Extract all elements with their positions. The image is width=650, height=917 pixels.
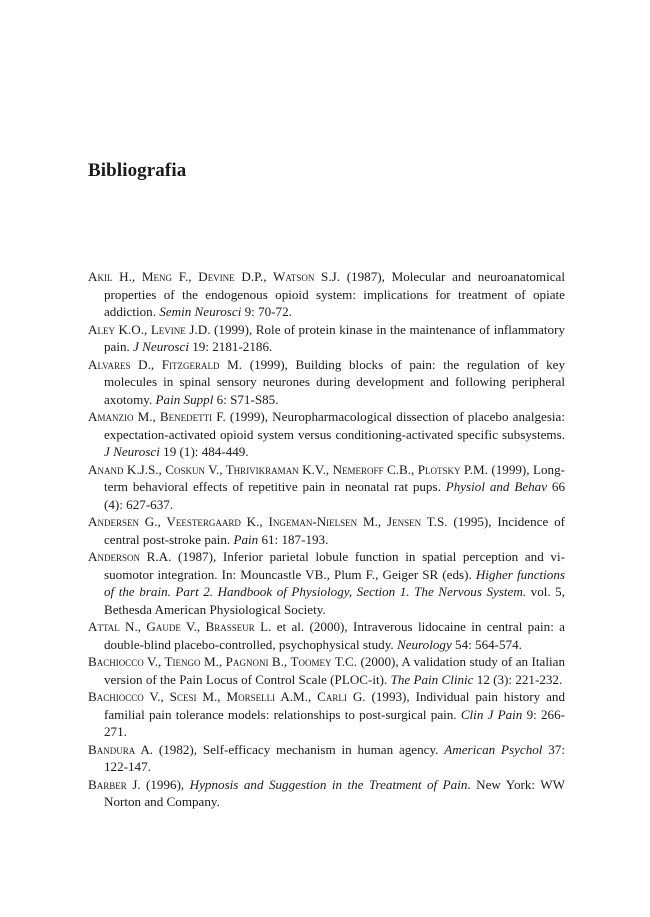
entry-citation: 9: 266-271.	[104, 706, 565, 739]
entry-citation: . New York: WW Norton and Company.	[104, 776, 565, 809]
entry-journal: Physiol and Behav	[445, 479, 548, 494]
entry-details: (1987), Inferior parietal lobule function in spatial perception and visuomotor integration. In: Mouncastle VB., Plum F., Geiger SR (eds).	[104, 549, 565, 582]
entry-journal: Pain Suppl	[155, 391, 214, 407]
entry-citation: 66 (4): 627-637.	[104, 479, 565, 512]
entry-authors: Attal N., Gaude V., Brasseur L.	[88, 619, 272, 634]
entry-citation: 19 (1): 484-449.	[159, 444, 249, 459]
entry-journal: Pain	[233, 531, 259, 547]
entry-journal: Higher functions of the brain. Part 2. Handbook of Physiology, Section 1. The Nervous System.	[104, 566, 565, 599]
bibliography-entry	[88, 688, 565, 741]
page-title: Bibliografia	[88, 160, 187, 181]
entry-authors: Amanzio M., Benedetti F.	[88, 409, 226, 424]
entry-authors: Aley K.O., Levine J.D.	[88, 321, 211, 337]
entry-citation: 12 (3): 221-232.	[473, 671, 563, 687]
bibliography-entry	[88, 618, 565, 653]
entry-details: (1995), Incidence of central post-stroke pain.	[104, 514, 566, 547]
bibliography-entry	[88, 653, 565, 688]
entry-journal: The Pain Clinic	[390, 671, 474, 687]
entry-details: (1999), Neuropharmacological dissection of placebo analgesia: expectation-activated opioid system versus conditioning-activated specific subsystems.	[104, 409, 565, 442]
entry-details: (1996),	[140, 776, 190, 792]
entry-journal: Clin J Pain	[460, 706, 523, 722]
entry-journal: Semin Neurosci	[159, 304, 242, 319]
entry-citation: 61: 187-193.	[258, 531, 329, 547]
entry-authors: Anderson R.A.	[88, 549, 172, 564]
bibliography-entry	[88, 548, 565, 618]
entry-authors: Akil H., Meng F., Devine D.P., Watson S.J.	[88, 269, 340, 284]
entry-authors: Bandura A.	[88, 741, 154, 757]
entry-details: (1982), Self-efficacy mechanism in human agency.	[153, 741, 445, 757]
bibliography-entry	[88, 461, 565, 514]
bibliography-entry	[88, 356, 565, 409]
entry-authors: Bachiocco V., Scesi M., Morselli A.M., Carli G.	[88, 689, 366, 704]
entry-details: (2000), A validation study of an Italian version of the Pain Locus of Control Scale (PLOC-it).	[104, 654, 565, 687]
entry-citation: 19: 2181-2186.	[188, 339, 273, 354]
entry-citation: vol. 5, Bethesda American Physiological Society.	[104, 584, 566, 617]
entry-citation: 6: S71-S85.	[213, 391, 279, 407]
entry-authors: Andersen G., Veestergaard K., Ingeman-Nielsen M., Jensen T.S.	[88, 514, 448, 529]
entry-authors: Bachiocco V., Tiengo M., Pagnoni B., Toomey T.C.	[88, 654, 357, 669]
entry-authors: Barber J.	[88, 776, 141, 792]
entry-citation: 9: 70-72.	[241, 304, 292, 319]
bibliography-entry	[88, 776, 565, 811]
bibliography-entry	[88, 321, 565, 356]
entry-details: (1987), Molecular and neuroanatomical properties of the endogenous opioid system: implications for treatment of opiate addiction.	[104, 269, 565, 319]
entry-details: (1999), Long-term behavioral effects of repetitive pain in neonatal rat pups.	[104, 461, 565, 494]
entry-details: (1999), Building blocks of pain: the regulation of key molecules in spinal sensory neurones during development and following peripheral axotomy.	[104, 356, 565, 407]
entry-details: (1993), Individual pain history and familial pain tolerance models: relationships to post-surgical pain.	[104, 689, 566, 722]
entry-citation: 54: 564-574.	[451, 636, 522, 652]
entry-authors: Alvares D., Fitzgerald M.	[88, 356, 243, 372]
bibliography-list	[88, 268, 565, 811]
entry-journal: Hypnosis and Suggestion in the Treatment of Pain	[189, 776, 468, 792]
entry-details: (1999), Role of protein kinase in the maintenance of inflammatory pain.	[104, 321, 565, 354]
entry-citation: 37: 122-147.	[104, 741, 565, 774]
entry-journal: Neurology	[396, 636, 452, 652]
bibliography-entry	[88, 513, 565, 548]
entry-journal: J Neurosci	[104, 444, 160, 459]
entry-journal: J Neurosci	[133, 339, 189, 354]
entry-journal: American Psychol	[444, 741, 543, 757]
entry-details: et al. (2000), Intraverous lidocaine in central pain: a double-blind placebo-controlled, psychophysical study.	[104, 619, 565, 652]
bibliography-entry	[88, 741, 565, 776]
entry-authors: Anand K.J.S., Coskun V., Thrivikraman K.V., Nemeroff C.B., Plotsky P.M.	[88, 461, 488, 477]
bibliography-entry	[88, 268, 565, 321]
bibliography-entry	[88, 408, 565, 461]
